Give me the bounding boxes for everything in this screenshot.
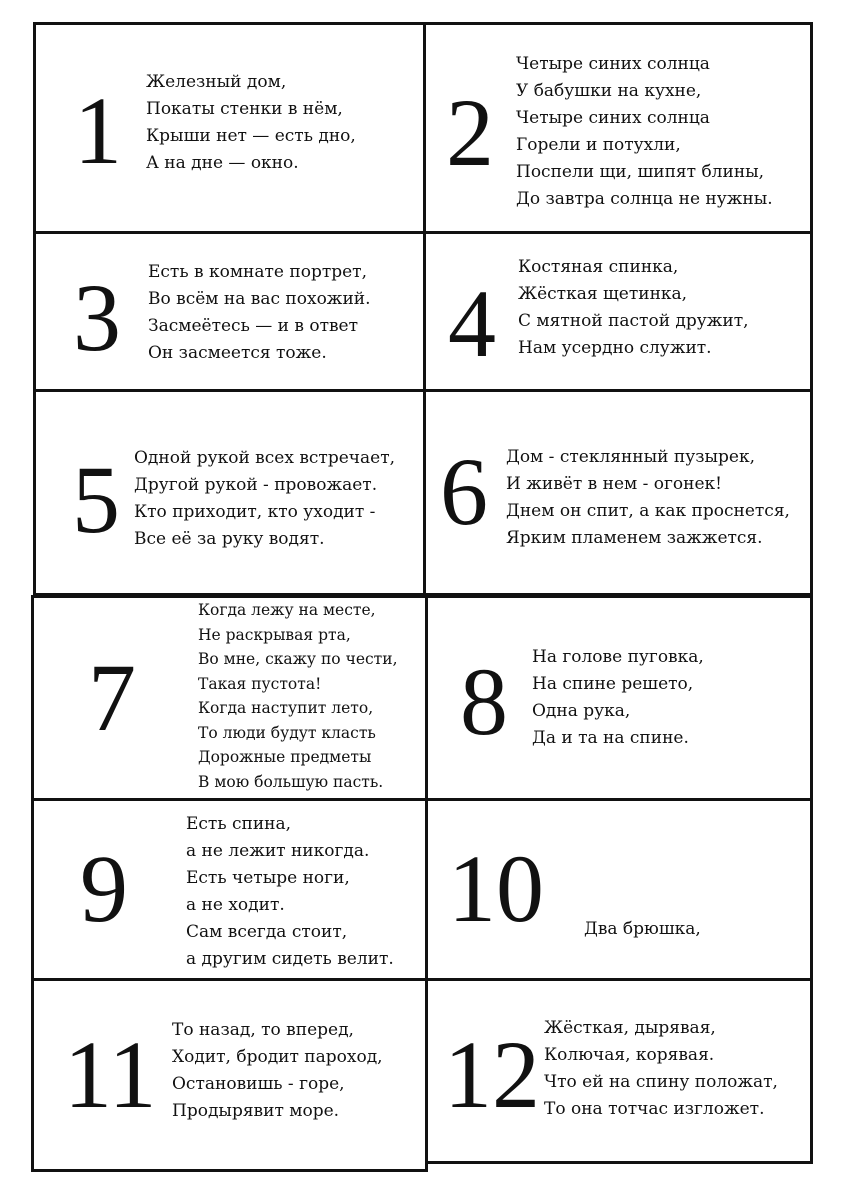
riddle-line: Кто приходит, кто уходит - [134,502,376,522]
riddle-line: Одна рука, [532,701,631,721]
riddle-line: Костяная спинка, [518,257,679,277]
riddle-text [148,259,371,367]
riddle-line: На голове пуговка, [532,647,704,667]
card-number: 1 [74,77,122,184]
riddle-line: На спине решето, [532,674,694,694]
riddle-line: а не лежит никогда. [186,841,370,861]
riddle-line: Поспели щи, шипят блины, [516,162,765,182]
riddle-text [172,1017,383,1125]
riddle-card-6 [423,389,813,596]
riddle-text [134,445,395,553]
riddle-line: Горели и потухли, [516,135,681,155]
riddle-line: Не раскрывая рта, [198,625,351,644]
card-number: 6 [440,438,488,545]
riddle-line: Когда наступит лето, [198,699,374,717]
card-number: 5 [72,446,120,553]
riddle-card-4 [423,231,813,392]
riddle-card-5 [33,389,426,596]
riddle-line: Одной рукой всех встречает, [134,448,396,468]
riddle-line: Во мне, скажу по чести, [198,650,398,668]
riddle-card-11 [31,978,428,1172]
card-number: 7 [88,644,136,751]
riddle-line: Да и та на спине. [532,728,689,748]
riddle-line: Остановишь - горе, [172,1074,345,1094]
riddle-line: а не ходит. [186,895,285,915]
riddle-line: До завтра солнца не нужны. [516,189,773,209]
riddle-line: Что ей на спину положат, [544,1072,778,1092]
riddle-card-9 [31,798,428,981]
riddle-card-8 [425,595,813,801]
riddle-line: В мою большую пасть. [198,772,384,791]
riddle-line: Четыре синих солнца [516,108,710,128]
riddle-line: Продырявит море. [172,1101,340,1121]
riddle-line: Крыши нет — есть дно, [146,126,356,146]
card-number: 11 [64,1021,157,1128]
riddle-line: Есть в комнате портрет, [148,262,367,282]
riddle-line: С мятной пастой дружит, [518,311,749,331]
riddle-text [544,1015,778,1123]
riddle-line: Есть спина, [186,814,292,834]
riddle-line: Жёсткая щетинка, [518,284,688,304]
riddle-text [146,69,356,177]
riddle-line: Четыре синих солнца [516,54,710,74]
riddle-line: Покаты стенки в нём, [146,99,343,119]
riddle-line: А на дне — окно. [146,153,299,173]
riddle-card-2 [423,22,813,234]
riddle-text [198,598,398,794]
riddle-card-12 [425,978,813,1164]
card-number: 2 [446,79,494,186]
riddle-card-10 [425,798,813,981]
riddle-line: Дом - стеклянный пузырек, [506,447,755,467]
riddle-line: Колючая, корявая. [544,1045,715,1065]
riddle-text [186,811,394,973]
card-number: 12 [444,1021,540,1128]
card-number: 4 [448,270,496,377]
riddle-text [516,51,773,213]
riddle-line: Дорожные предметы [198,748,372,766]
riddle-line: И живёт в нем - огонек! [506,474,723,494]
riddle-line: У бабушки на кухне, [516,81,702,101]
riddle-text [506,444,790,552]
riddle-line: Нам усердно служит. [518,338,712,358]
riddle-line: Такая пустота! [198,674,322,693]
riddle-line: Два брюшка, [584,919,701,939]
riddle-line: Во всём на вас похожий. [148,289,371,309]
riddle-line: То люди будут класть [198,723,376,742]
riddle-line: То она тотчас изгложет. [544,1099,765,1119]
riddle-card-1 [33,22,426,234]
riddle-line: а другим сидеть велит. [186,949,394,969]
card-number: 10 [448,835,544,942]
riddle-line: Засмеётесь — и в ответ [148,316,359,336]
riddle-line: Есть четыре ноги, [186,868,350,888]
riddle-line: Ходит, бродит пароход, [172,1047,383,1067]
riddle-line: Когда лежу на месте, [198,601,376,619]
riddle-card-3 [33,231,426,392]
riddle-line: Все её за руку водят. [134,529,325,549]
riddle-card-7 [31,595,428,801]
riddle-line: Он засмеется тоже. [148,343,327,363]
card-number: 9 [80,835,128,942]
riddle-line: Жёсткая, дырявая, [544,1018,716,1038]
riddle-text [532,644,704,752]
card-number: 3 [73,264,121,371]
riddle-text [518,254,749,362]
card-number: 8 [460,648,508,755]
riddle-line: Днем он спит, а как проснется, [506,501,790,521]
riddle-line: Ярким пламенем зажжется. [506,528,763,548]
riddle-line: Сам всегда стоит, [186,922,348,942]
riddle-line: Другой рукой - провожает. [134,475,378,495]
riddle-line: Железный дом, [146,72,287,92]
riddle-line: То назад, то вперед, [172,1020,354,1040]
